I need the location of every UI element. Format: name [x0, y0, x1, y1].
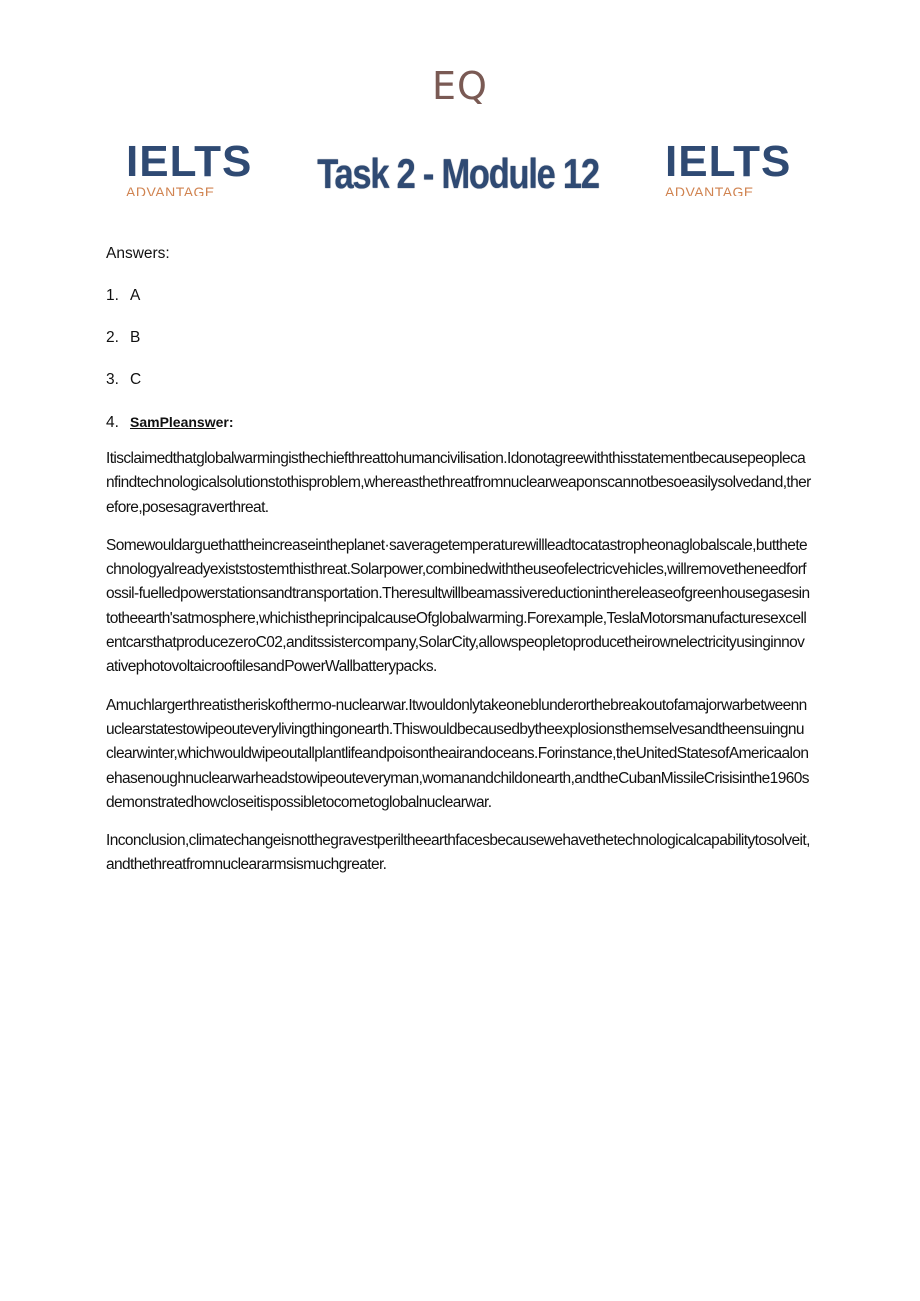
answer-text: A — [130, 287, 141, 304]
eq-logo: EQ — [432, 64, 488, 108]
document-body — [106, 244, 811, 878]
essay-paragraph-conclusion: Inconclusion,climatechangeisnotthegravestperiltheearthfacesbecausewehavethetechnologicalcapabilitytosolveit,andthethreatfromnucleararmsismuchgreater. — [106, 832, 810, 874]
ielts-brand-text: IELTS — [665, 137, 792, 186]
advantage-subtext: ADVANTAGE — [665, 184, 754, 196]
answer-number: 2. — [106, 329, 119, 346]
answer-number: 4. — [106, 414, 119, 431]
ielts-advantage-logo-right — [665, 137, 795, 196]
answer-item — [106, 328, 811, 348]
answer-item — [106, 370, 811, 390]
answer-item — [106, 286, 811, 306]
answer-text: B — [130, 329, 141, 346]
ielts-brand-text: IELTS — [126, 137, 253, 186]
answers-label: Answers: — [106, 245, 170, 262]
answer-number: 1. — [106, 287, 119, 304]
advantage-subtext: ADVANTAGE — [126, 184, 215, 196]
answer-number: 3. — [106, 371, 119, 388]
answer-text: C — [130, 371, 142, 388]
essay-paragraph-intro: Itisclaimedthatglobalwarmingisthechiefthreattohumancivilisation.Idonotagreewiththisstatementbecausepeoplecanfindtechnologicalsolutionstothisproblem,whereasthethreatfromnuclearweaponscannotbesoeasilysolvedand,therefore,posesagraverthreat. — [106, 450, 811, 516]
sample-answer-heading — [106, 412, 811, 433]
sample-answer-label — [130, 414, 234, 430]
sample-underlined: SamPleansw — [130, 414, 216, 430]
essay-paragraph-body-2: Amuchlargerthreatistheriskofthermo-nuclearwar.Itwouldonlytakeoneblunderorthebreakoutofamajorwarbetweennuclearstatestowipeouteverylivingthingonearth.Thiswouldbecausedbytheexplosionsthemselvesandtheensuingnuclearwinter,whichwouldwipeoutallplantlifeandpoisontheairandoceans.Forinstance,theUnitedStatesofAmericaalonehasenoughnuclearwarheadstowipeouteveryman,womanandchildonearth,andtheCubanMissileCrisisinthe1960sdemonstratedhowcloseitispossibletocometoglobalnuclearwar. — [106, 696, 809, 811]
sample-rest: er: — [215, 414, 234, 430]
page-title: Task 2 - Module 12 — [317, 150, 599, 197]
essay-paragraph-body-1: Somewouldarguethattheincreaseintheplanet·saveragetemperaturewillleadtocatastropheonaglobalscale,butthetechnologyalreadyexiststostemthisthreat.Solarpower,combinedwiththeuseofelectricvehicles,willremovetheneedforfossil-fuelledpowerstationsandtransportation.Theresultwillbeamassivereductioninthereleaseofgreenhousegasesintotheearth'satmosphere,whichistheprincipalcauseOfglobalwarming.Forexample,TeslaMotorsmanufacturesexcellentcarsthatproducezeroC02,anditssistercompany,SolarCity,allowspeopletoproducetheirownelectricityusinginnovativephotovoltaicrooftilesandPowerWallbatterypacks. — [106, 536, 810, 676]
